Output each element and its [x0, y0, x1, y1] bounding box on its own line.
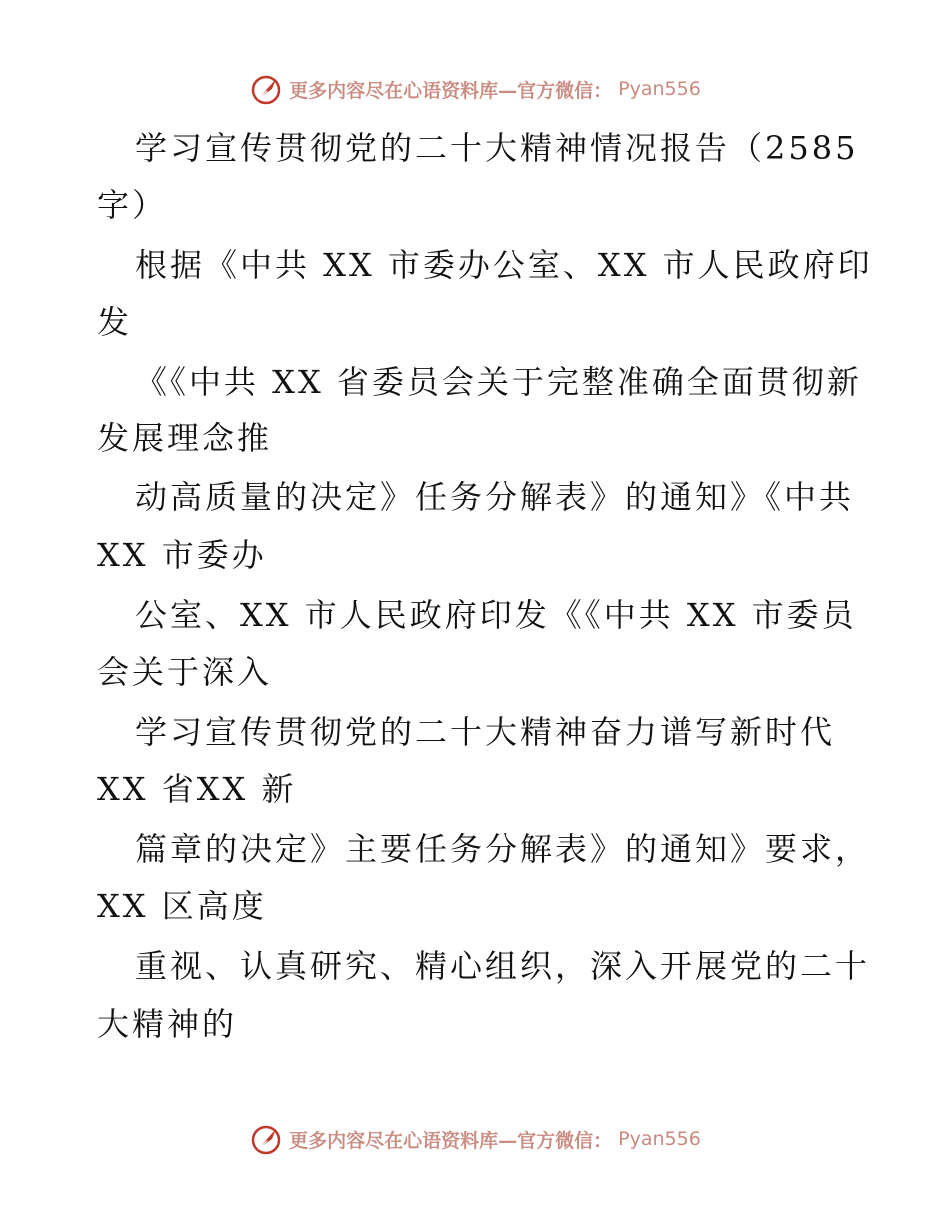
- body-line: 学习宣传贯彻党的二十大精神奋力谱写新时代: [135, 713, 836, 751]
- body-line: 根据《中共 XX 市委办公室、XX 市人民政府印: [135, 246, 873, 284]
- watermark-handle: Pyan556: [618, 78, 701, 100]
- body-line: XX 市委办: [97, 536, 267, 574]
- title-line: 学习宣传贯彻党的二十大精神情况报告（2585: [135, 129, 859, 167]
- body-line: 发展理念推: [97, 419, 273, 457]
- body-line: 公室、XX 市人民政府印发《《中共 XX 市委员: [135, 596, 857, 634]
- body-line: 动高质量的决定》任务分解表》的通知》《中共: [135, 478, 855, 516]
- body-line: XX 区高度: [97, 887, 267, 925]
- header-watermark: [0, 72, 950, 106]
- watermark-text: 更多内容尽在心语资料库—官方微信：: [289, 79, 613, 102]
- body-line: 发: [97, 303, 133, 341]
- body-line: 篇章的决定》主要任务分解表》的通知》要求，: [135, 830, 871, 868]
- quill-logo-icon: [249, 1122, 283, 1156]
- watermark-handle: Pyan556: [618, 1128, 701, 1150]
- footer-watermark: [0, 1122, 950, 1156]
- body-line: 会关于深入: [97, 653, 273, 691]
- body-line: XX 省XX 新: [97, 770, 297, 808]
- body-line: 字）: [97, 186, 168, 224]
- body-line: 重视、认真研究、精心组织，深入开展党的二十: [135, 947, 871, 985]
- body-line: 《《中共 XX 省委员会关于完整准确全面贯彻新: [135, 363, 862, 401]
- watermark-text: 更多内容尽在心语资料库—官方微信：: [289, 1129, 613, 1152]
- quill-logo-icon: [249, 72, 283, 106]
- body-line: 大精神的: [97, 1005, 238, 1043]
